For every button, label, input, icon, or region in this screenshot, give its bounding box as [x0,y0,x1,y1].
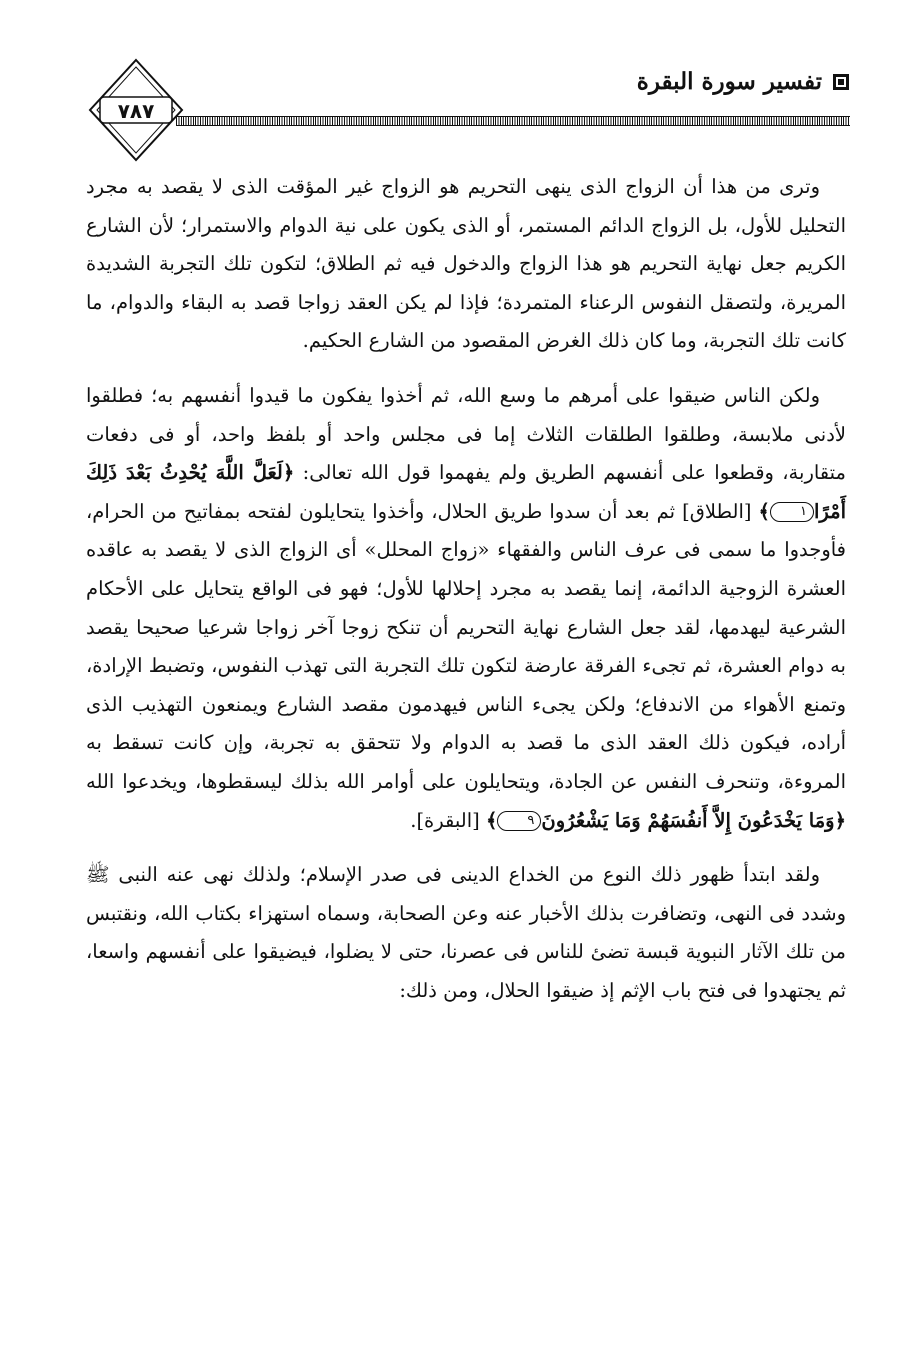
page-header [88,58,850,168]
surah-title: تفسير سورة البقرة [636,68,822,95]
text-run: ولكن الناس ضيقوا على أمرهم ما وسع الله، ثم أخذوا يفكون ما قيدوا أنفسهم به؛ فطلقوا لأدنى ملابسة، وطلقوا الطلقات الثلاث إما فى مجلس واحد أو بلفظ واحد، أو فى دفعات متقاربة، وقطعوا على أنفسهم الطريق ولم يفهموا قول الله تعالى: [86,383,846,485]
page-number: ٧٨٧ [117,99,155,123]
paragraph-3 [86,856,846,1010]
verse-number-marker: ١ [770,502,814,522]
quran-bracket: ﴾ [485,808,498,832]
text-run: وترى من هذا أن الزواج الذى ينهى التحريم هو الزواج غير المؤقت الذى لا يقصد به مجرد التحليل للأول، بل الزواج الدائم المستمر، أو الذى يكون على نية الدوام والاستمرار؛ لأن الشارع الكريم جعل نهاية التحريم هو هذا الزواج والدخول فيه ثم الطلاق؛ لتكون تلك التجربة الشديدة المريرة، ولتصقل النفوس الرعناء المتمردة؛ فإذا لم يكن العقد زواجا قصد به البقاء والدوام، ما كانت تلك التجربة، وما كان ذلك الغرض المقصود من الشارع الحكيم. [86,175,846,353]
text-run: ولقد ابتدأ ظهور ذلك النوع من الخداع الدينى فى صدر الإسلام؛ ولذلك نهى عنه النبى ﷺ وشدد فى النهى، وتضافرت بذلك الأخبار عنه وعن الصحابة، وسماه استهزاء بكتاب الله، ونقتبس من تلك الآثار النبوية قبسة تضئ للناس فى عصرنا، حتى لا يضلوا، فيضيقوا على أنفسهم واسعا، ثم يجتهدوا فى فتح باب الإثم إذ ضيقوا الحلال، ومن ذلك: [86,863,846,1002]
header-rule [176,116,850,126]
title-ornament-icon [832,73,850,91]
quran-verse: وَمَا يَخْدَعُونَ إِلاَّ أَنفُسَهُمْ وَمَا يَشْعُرُونَ [541,808,835,832]
main-text [86,168,846,1010]
running-title [637,68,850,95]
text-run: [البقرة]. [410,808,486,832]
paragraph-2 [86,377,846,840]
quran-bracket: ﴾ [758,499,770,523]
quran-verse: لَعَلَّ اللَّهَ يُحْدِثُ بَعْدَ ذَلِكَ أَمْرًا [86,461,846,523]
paragraph-1 [86,168,846,361]
quran-bracket: ﴿ [282,461,295,485]
quran-bracket: ﴿ [834,808,846,832]
verse-number-marker: ٩ [497,811,541,831]
text-run: [الطلاق] ثم بعد أن سدوا طريق الحلال، وأخذوا يتحايلون لفتحه بمفاتيح من الحرام، فأوجدوا ما سمى فى عرف الناس والفقهاء «زواج المحلل» أى الزواج الذى لا يقصد به عاقده العشرة الزوجية الدائمة، إنما يقصد به مجرد إحلالها للأول؛ فهو فى الواقع يتحايل على الأحكام الشرعية ليهدمها، لقد جعل الشارع نهاية التحريم أن تنكح زوجا آخر زواجا شرعيا صحيحا يقصد به دوام العشرة، ثم تجىء الفرقة عارضة لتكون تلك التجربة التى تهذب النفوس، وتضبط الإرادة، وتمنع الأهواء من الاندفاع؛ ولكن يجىء الناس فيهدمون مقصد الشارع ويمنعون التهذيب الذى أراده، فيكون ذلك العقد الذى ما قصد به الدوام ولا تتحقق به تجربة، وإن كانت تسقط به المروءة، وتنحرف النفس عن الجادة، ويتحايلون على أوامر الله بذلك ليسقطوها، ويخدعوا الله [86,499,846,793]
